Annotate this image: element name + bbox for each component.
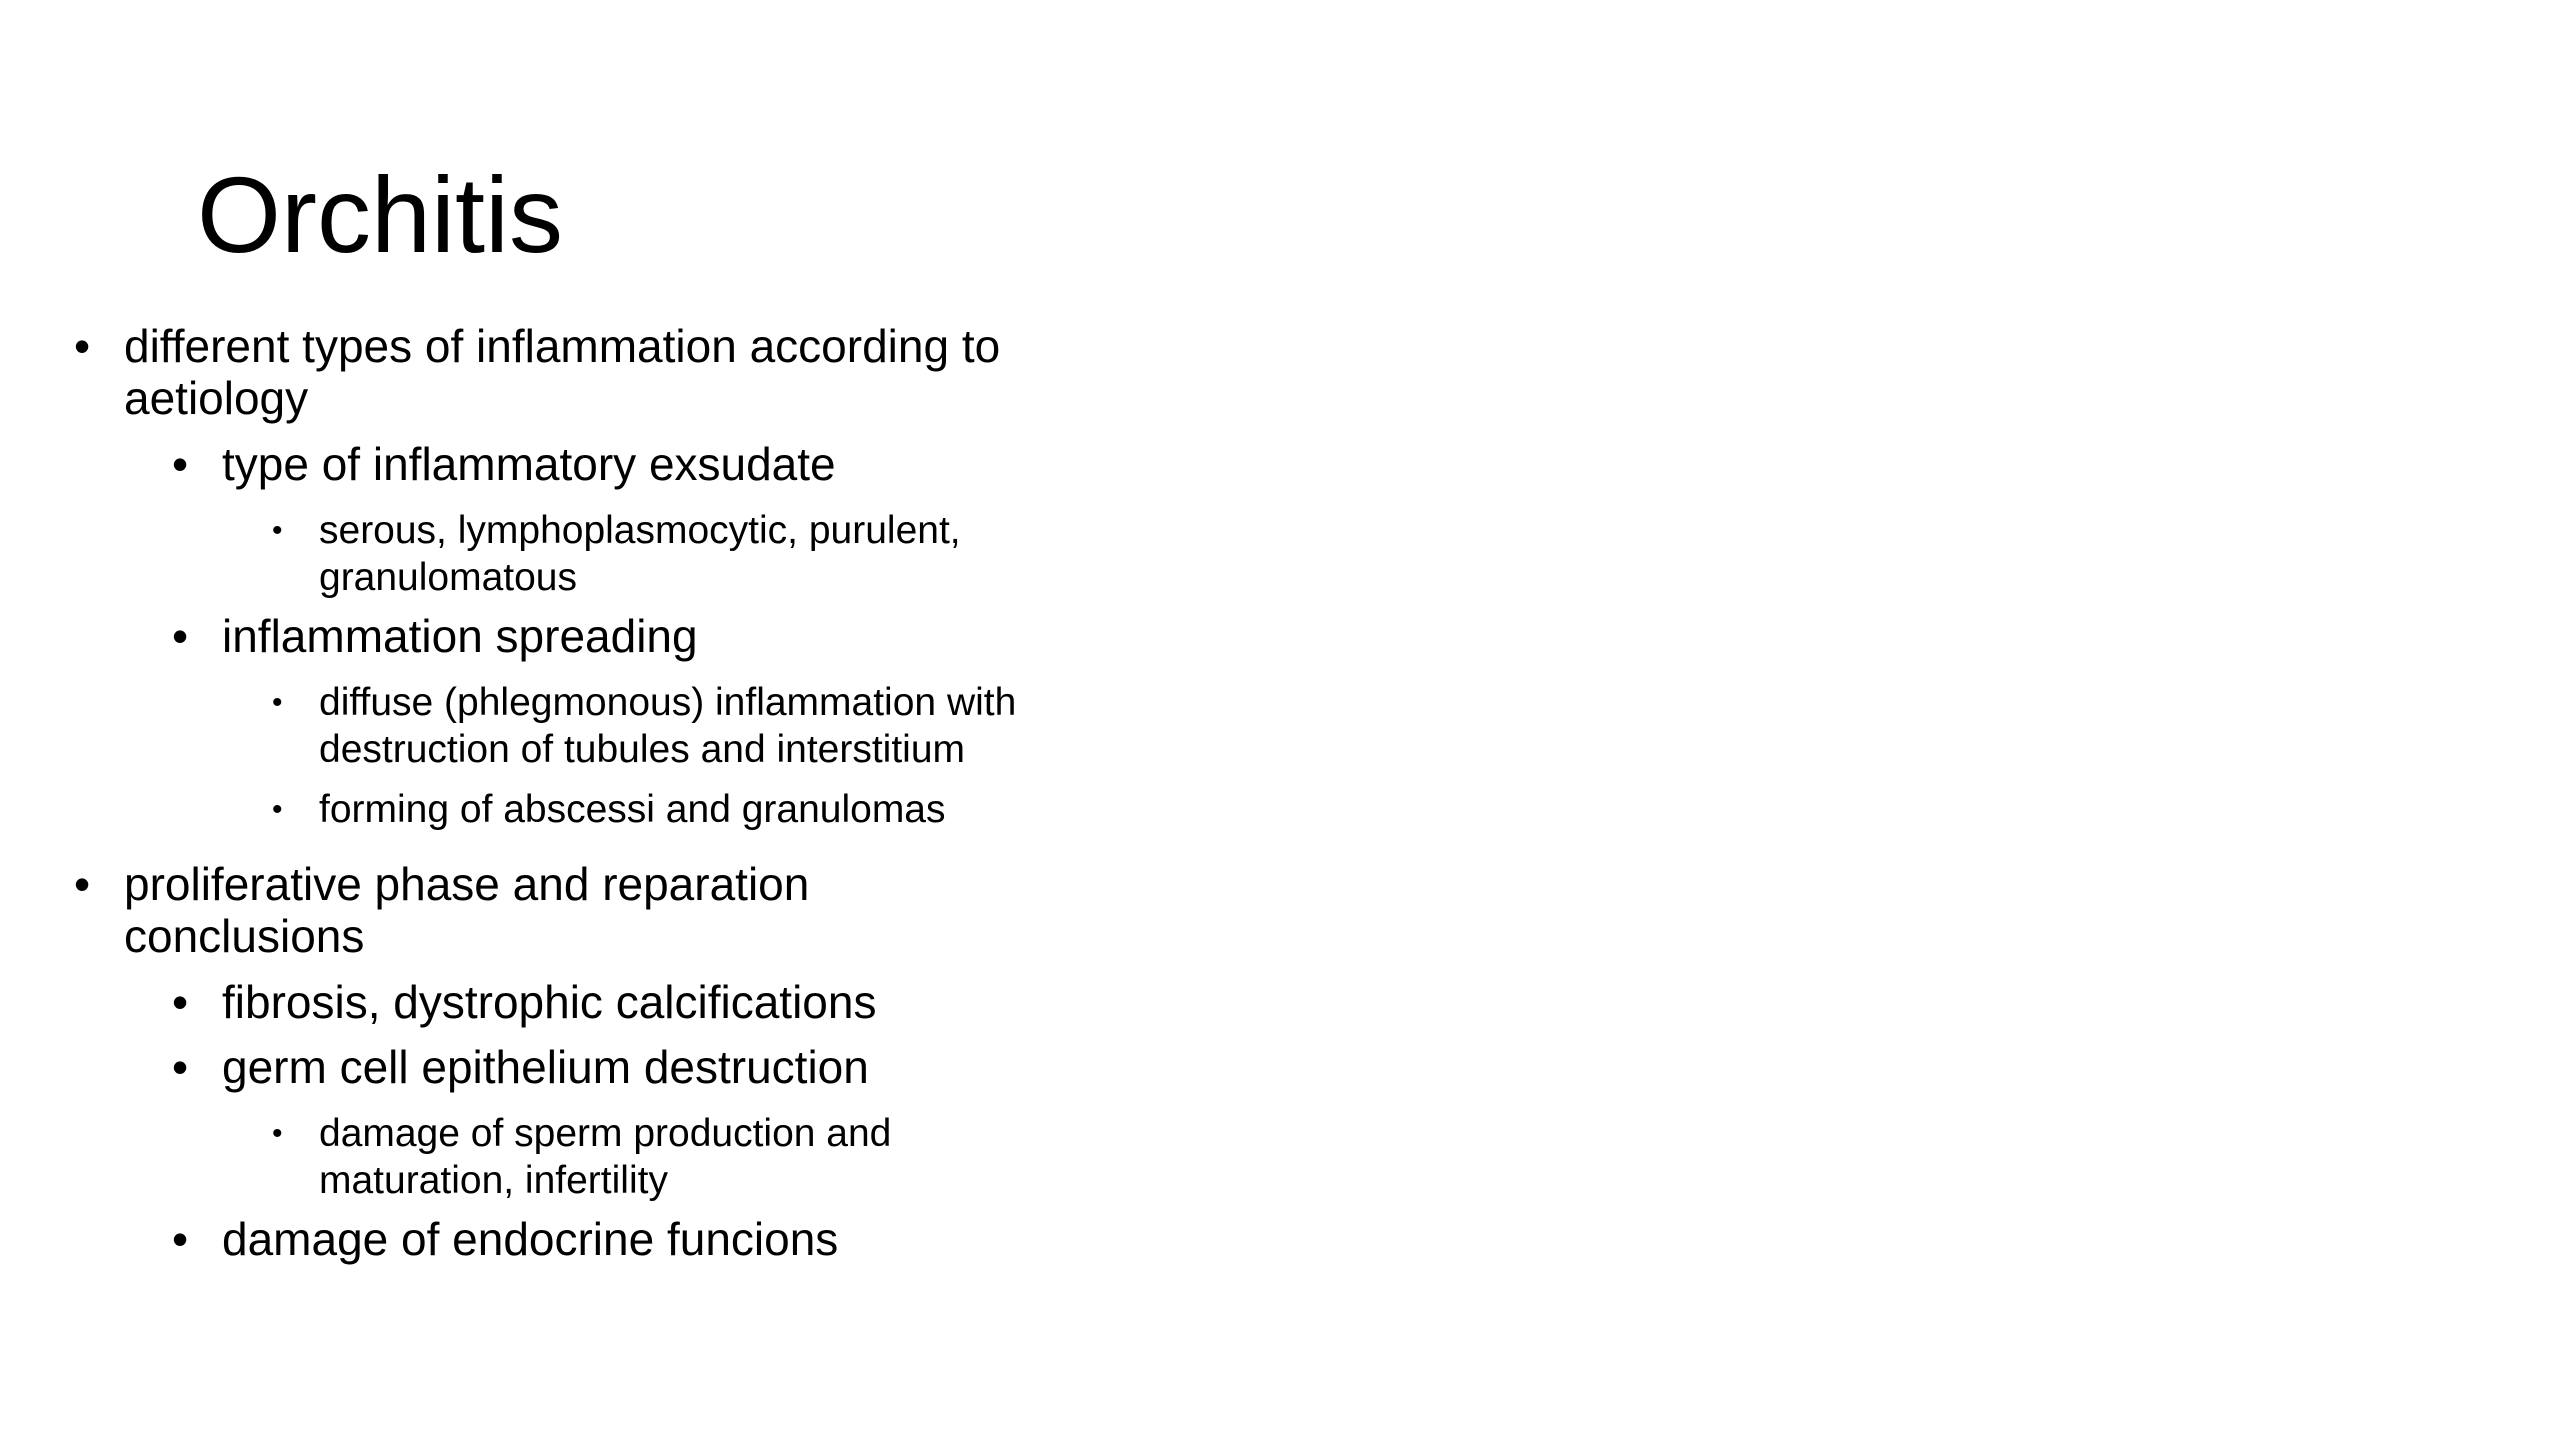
- bullet-line: damage of sperm production and: [319, 1112, 892, 1155]
- bullet-text: [319, 679, 1016, 773]
- bullet-text: inflammation spreading: [222, 610, 698, 662]
- bullet-dot-icon: •: [272, 514, 283, 547]
- bullet-dot-icon: •: [74, 320, 91, 372]
- slide-title: Orchitis: [197, 154, 564, 275]
- bullet-dot-icon: •: [272, 793, 283, 826]
- bullet-line: different types of inflammation according to: [124, 320, 1001, 372]
- bullet-text: type of inflammatory exsudate: [222, 438, 836, 490]
- bullet-dot-icon: •: [172, 610, 189, 662]
- bullet-dot-icon: •: [172, 1041, 189, 1093]
- bullet-dot-icon: •: [172, 438, 189, 490]
- bullet-dot-icon: •: [272, 686, 283, 719]
- bullet-dot-icon: •: [74, 858, 91, 910]
- bullet-text: [124, 320, 1000, 424]
- bullet-text: damage of endocrine funcions: [222, 1213, 839, 1265]
- bullet-line: aetiology: [124, 372, 309, 424]
- bullet-line: diffuse (phlegmonous) inflammation with: [319, 681, 1017, 724]
- bullet-text: fibrosis, dystrophic calcifications: [222, 976, 877, 1028]
- bullet-dot-icon: •: [272, 1117, 283, 1150]
- bullet-line: granulomatous: [319, 556, 577, 599]
- bullet-line: serous, lymphoplasmocytic, purulent,: [319, 509, 961, 552]
- bullet-line: proliferative phase and reparation: [124, 858, 810, 910]
- bullet-text: [319, 1110, 891, 1204]
- bullet-text: forming of abscessi and granulomas: [319, 788, 946, 831]
- bullet-line: conclusions: [124, 910, 365, 962]
- bullet-text: [319, 507, 961, 601]
- bullet-text: germ cell epithelium destruction: [222, 1041, 869, 1093]
- bullet-line: maturation, infertility: [319, 1159, 668, 1202]
- bullet-line: destruction of tubules and interstitium: [319, 728, 966, 771]
- bullet-text: [124, 858, 809, 962]
- bullet-dot-icon: •: [172, 976, 189, 1028]
- bullet-dot-icon: •: [172, 1213, 189, 1265]
